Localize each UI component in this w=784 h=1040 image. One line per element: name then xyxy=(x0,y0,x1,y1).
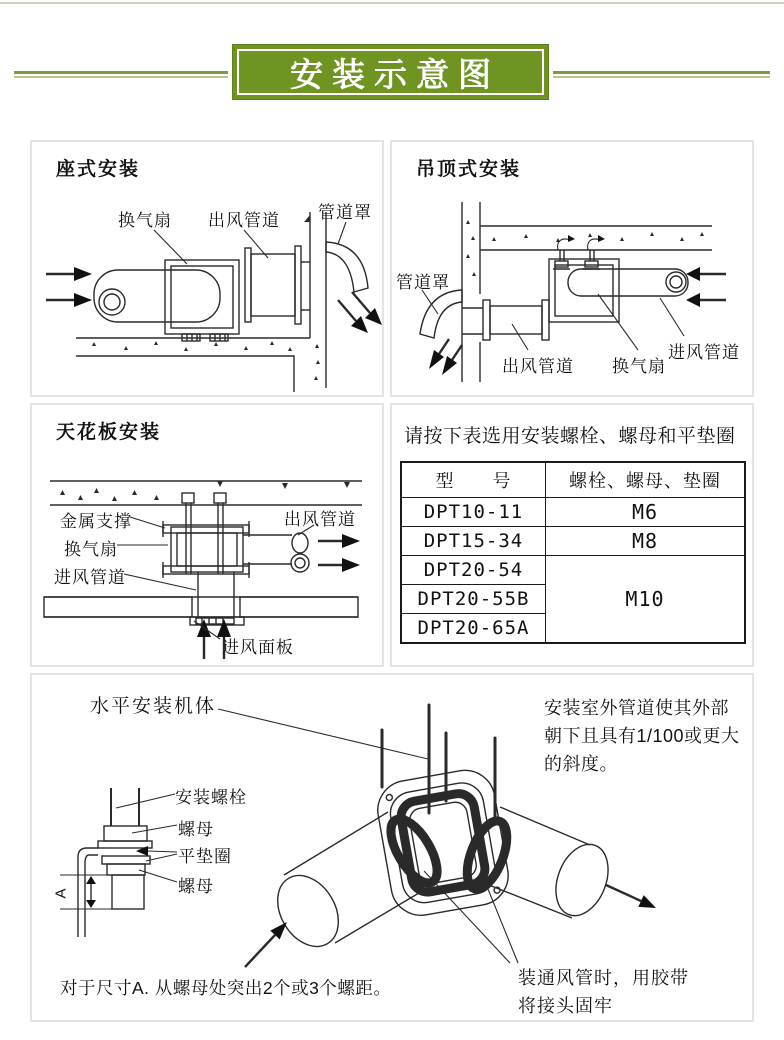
panel-suspended-installation xyxy=(390,140,754,397)
roof-band xyxy=(44,597,358,617)
panel-title: 座式安装 xyxy=(56,159,141,180)
nut-bottom-label: 螺母 xyxy=(178,877,214,896)
panel-horizontal-mounting xyxy=(30,673,754,1022)
panel-title: 吊顶式安装 xyxy=(416,159,522,180)
size-cell: M8 xyxy=(545,527,745,556)
bolt-detail xyxy=(60,788,177,937)
outflow-arrows xyxy=(318,534,360,572)
size-cell: M6 xyxy=(545,498,745,527)
bolt-selection-table xyxy=(400,461,746,644)
fan-label: 换气扇 xyxy=(64,540,118,559)
panel-bolt-table xyxy=(390,403,754,667)
seat-installation-diagram xyxy=(32,142,382,395)
inlet-pipe xyxy=(94,270,220,322)
ceiling-slab xyxy=(50,481,362,505)
inlet-duct-label: 进风管道 xyxy=(54,568,126,587)
wall xyxy=(304,212,326,388)
outlet-duct xyxy=(462,300,549,340)
table-row xyxy=(401,556,745,585)
model-cell: DPT10-11 xyxy=(401,498,545,527)
model-cell: DPT20-55B xyxy=(401,585,545,614)
page-title: 安装示意图 xyxy=(290,55,500,93)
top-divider xyxy=(0,2,784,4)
panel-title: 天花板安装 xyxy=(56,422,162,443)
floor xyxy=(76,338,320,392)
header-model: 型 号 xyxy=(401,462,545,498)
duct-cover-label: 管道罩 xyxy=(318,203,372,222)
banner-inner-frame xyxy=(237,49,544,95)
size-cell-merged: M10 xyxy=(545,556,745,644)
outflow-arrows xyxy=(429,339,462,375)
fan-label: 换气扇 xyxy=(118,211,172,230)
inlet-duct xyxy=(198,572,234,617)
metal-support-label: 金属支撑 xyxy=(60,512,132,531)
outlet-duct-label: 出风管道 xyxy=(502,357,574,376)
panel-ceiling-installation xyxy=(30,403,384,667)
inflow-arrows xyxy=(686,267,726,307)
tape-note-line2: 将接头固牢 xyxy=(518,995,613,1016)
inlet-pipe xyxy=(568,269,688,296)
inlet-panel-label: 进风面板 xyxy=(222,638,294,657)
horizontal-title: 水平安装机体 xyxy=(90,696,217,717)
panel-seat-installation xyxy=(30,140,384,397)
model-cell: DPT20-65A xyxy=(401,614,545,644)
leader-lines xyxy=(422,290,684,350)
outlet-duct-label: 出风管道 xyxy=(284,510,356,529)
fan-unit xyxy=(171,527,243,572)
inlet-duct-label: 进风管道 xyxy=(668,343,740,362)
inflow-arrows xyxy=(46,267,92,307)
table-intro: 请按下表选用安装螺栓、螺母和平垫圈 xyxy=(404,426,736,447)
tape-note xyxy=(518,965,689,1021)
outlet-duct xyxy=(245,246,310,324)
banner-right-rule xyxy=(553,71,770,78)
header-size: 螺栓、螺母、垫圈 xyxy=(545,462,745,498)
banner xyxy=(232,44,549,100)
flat-washer-label: 平垫圈 xyxy=(178,847,232,866)
model-cell: DPT20-54 xyxy=(401,556,545,585)
outflow-arrows xyxy=(338,292,382,333)
duct-cover-label: 管道罩 xyxy=(396,273,450,292)
model-cell: DPT15-34 xyxy=(401,527,545,556)
duct-cover xyxy=(326,242,368,292)
outlet-pipe xyxy=(243,533,309,572)
tape-note-line1: 装通风管时，用胶带 xyxy=(518,968,689,988)
table-row xyxy=(401,527,745,556)
metal-supports xyxy=(163,521,249,578)
hanging-bolts xyxy=(553,235,605,269)
banner-left-rule xyxy=(14,71,228,78)
fan-unit xyxy=(165,260,239,341)
nut-top-label: 螺母 xyxy=(178,820,214,839)
outlet-duct-label: 出风管道 xyxy=(208,211,280,230)
table-header-row xyxy=(401,462,745,498)
dimension-note: 对于尺寸A. 从螺母处突出2个或3个螺距。 xyxy=(60,978,392,998)
fan-label: 换气扇 xyxy=(612,357,666,376)
table-row xyxy=(401,498,745,527)
title-leader xyxy=(218,709,428,759)
slope-note: 安装室外管道使其外部朝下且具有1/100或更大的斜度。 xyxy=(544,698,740,774)
dimension-a-label: A xyxy=(52,888,70,899)
install-bolt-label: 安装螺栓 xyxy=(175,788,247,807)
